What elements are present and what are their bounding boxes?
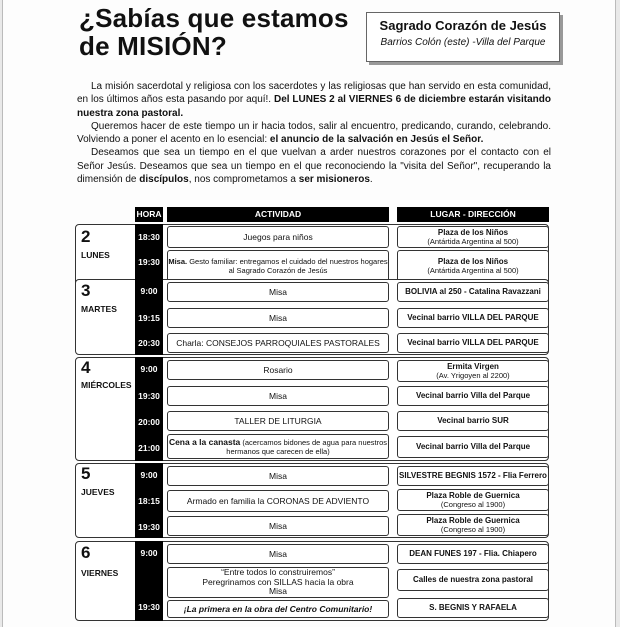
activity-text: “Entre todos lo construiremos” (221, 567, 335, 578)
activity-cell (167, 434, 389, 459)
time-label: 20:30 (138, 338, 160, 348)
header-hora: HORA (135, 207, 163, 222)
activity-text: Armado en familia la CORONAS DE ADVIENTO (186, 496, 370, 506)
activity-cell (167, 333, 389, 353)
activity-cell (167, 411, 389, 431)
location-cell (397, 411, 549, 431)
day-name: MIÉRCOLES (81, 380, 132, 390)
day-name: LUNES (81, 250, 110, 260)
intro-p3-missionaries: ser misioneros (298, 174, 370, 186)
intro-p3-disciples: discípulos (139, 174, 189, 186)
time-label: 18:15 (138, 496, 160, 506)
time-label: 9:00 (140, 470, 158, 480)
activity-cell (167, 386, 389, 406)
time-label: 19:30 (138, 602, 160, 612)
activity-cell (167, 226, 389, 248)
activity-cell (167, 544, 389, 564)
day-number: 5 (81, 464, 91, 483)
location-address: (Av. Yrigoyen al 2200) (436, 371, 510, 380)
day-name: JUEVES (81, 487, 115, 497)
day-number: 2 (81, 227, 91, 246)
activity-cell (167, 516, 389, 536)
intro-paragraph-2 (77, 120, 551, 147)
location-cell (397, 282, 549, 302)
location-name: DEAN FUNES 197 - Flia. Chiapero (409, 549, 537, 559)
location-cell (397, 466, 549, 486)
location-name: Vecinal barrio VILLA DEL PARQUE (407, 313, 539, 323)
activity-text: Juegos para niños (243, 232, 313, 242)
title-line-2: de MISIÓN? (79, 31, 227, 61)
activity-cell (167, 250, 389, 282)
activity-text: TALLER DE LITURGIA (234, 416, 322, 426)
time-label: 21:00 (138, 443, 160, 453)
activity-cell (167, 360, 389, 380)
time-label: 9:00 (140, 548, 158, 558)
intro-text (77, 80, 551, 186)
location-name: BOLIVIA al 250 - Catalina Ravazzani (405, 287, 541, 297)
activity-text: Misa (269, 549, 287, 559)
location-name: Plaza Roble de Guernica (426, 515, 520, 525)
time-label: 20:00 (138, 417, 160, 427)
activity-text: Rosario (263, 365, 293, 375)
activity-text: Misa (269, 391, 287, 401)
location-cell (397, 308, 549, 328)
location-cell (397, 226, 549, 248)
activity-text: Misa (269, 313, 287, 323)
location-cell (397, 598, 549, 618)
activity-detail: (acercamos bidones de agua para nuestros hermanos que carecen de ella) (226, 437, 388, 456)
activity-cell (167, 466, 389, 486)
activity-cell (167, 282, 389, 302)
activity-text (168, 438, 388, 456)
location-name: Vecinal barrio Villa del Parque (415, 442, 531, 452)
location-cell (397, 544, 549, 564)
location-name: Plaza de los Niños (437, 227, 509, 237)
parish-name: Sagrado Corazón de Jesús (379, 18, 547, 33)
location-address: (Antártida Argentina al 500) (427, 266, 519, 275)
activity-text (168, 257, 388, 275)
flyer-page (2, 0, 616, 627)
intro-p1-text: La misión sacerdotal y religiosa con los sacerdotes y las religiosas que han servido en esta comunidad, en los últimos años esta pasando por aquí!. (77, 81, 551, 106)
intro-p3-end: . (369, 174, 373, 186)
location-name: Plaza de los Niños (437, 256, 509, 266)
location-cell (397, 250, 549, 282)
activity-bold: Cena a la canasta (168, 436, 241, 447)
activity-text: Charla: CONSEJOS PARROQUIALES PASTORALES (176, 338, 380, 348)
intro-p2-text: Queremos hacer de este tiempo un ir hacia todos, salir al encuentro, predicando, curando, celebrando. Volviendo a poner el acento en lo esencial: (77, 120, 551, 146)
intro-p3-text-2: , nos comprometamos a (188, 174, 299, 186)
location-name: Ermita Virgen (447, 361, 499, 371)
intro-paragraph-3 (77, 146, 551, 186)
intro-p3-text: Deseamos que sea un tiempo en el que vuelvan a arder nuestros corazones por el contacto con el Señor Jesús. Deseamos que sea un tiempo en el que reconociendo la "visita del Señor", recuperando la dimensión de (77, 147, 551, 186)
time-label: 19:30 (138, 391, 160, 401)
location-cell (397, 436, 549, 458)
location-cell (397, 489, 549, 511)
time-label: 9:00 (140, 364, 158, 374)
day-number: 4 (81, 358, 91, 377)
title-line-1: ¿Sabías que estamos (79, 3, 349, 33)
location-name: SILVESTRE BEGNIS 1572 - Flia Ferrero (399, 471, 547, 481)
activity-text: ¡La primera en la obra del Centro Comunitario! (183, 604, 373, 614)
intro-p1-dates: Del LUNES 2 al VIERNES 6 de diciembre estarán visitando nuestra zona pastoral. (77, 94, 551, 119)
time-label: 19:30 (138, 522, 160, 532)
location-cell (397, 333, 549, 353)
location-cell (397, 514, 549, 536)
parish-area: Barrios Colón (este) -Villa del Parque (380, 37, 546, 48)
activity-text: Misa (269, 471, 287, 481)
header-actividad: ACTIVIDAD (167, 207, 389, 222)
activity-cell (167, 308, 389, 328)
location-address: (Congreso al 1900) (440, 525, 506, 534)
activity-cell (167, 490, 389, 512)
header-lugar: LUGAR - DIRECCIÓN (397, 207, 549, 222)
location-address: (Congreso al 1900) (440, 500, 506, 509)
location-name: Vecinal barrio Villa del Parque (415, 391, 531, 401)
activity-cell (167, 600, 389, 618)
location-cell (397, 386, 549, 406)
day-number: 3 (81, 281, 91, 300)
time-label: 19:15 (138, 313, 160, 323)
location-name: Vecinal barrio VILLA DEL PARQUE (407, 338, 539, 348)
location-name: Calles de nuestra zona pastoral (412, 575, 534, 585)
location-name: Vecinal barrio SUR (437, 416, 509, 426)
day-number: 6 (81, 543, 91, 562)
intro-paragraph-1 (77, 80, 551, 120)
schedule-table (75, 207, 551, 621)
location-name: Plaza Roble de Guernica (426, 490, 520, 500)
time-label: 9:00 (140, 286, 158, 296)
activity-text: Misa (269, 521, 287, 531)
activity-text: Misa (269, 586, 287, 597)
activity-text: Misa (269, 287, 287, 297)
page-title (79, 4, 349, 60)
location-address: (Antártida Argentina al 500) (427, 237, 519, 246)
location-name: S. BEGNIS Y RAFAELA (429, 603, 517, 613)
activity-bold: Misa. (168, 257, 188, 266)
location-cell (397, 569, 549, 591)
day-name: MARTES (81, 304, 117, 314)
intro-p2-emphasis: el anuncio de la salvación en Jesús el Señor. (269, 134, 484, 146)
time-label: 18:30 (138, 232, 160, 242)
activity-detail: Gesto familiar: entregamos el cuidado del nuestros hogares al Sagrado Corazón de Jesús (187, 257, 388, 275)
day-name: VIERNES (81, 568, 119, 578)
parish-box (366, 12, 560, 62)
activity-cell (167, 567, 389, 598)
time-label: 19:30 (138, 257, 160, 267)
location-cell (397, 360, 549, 382)
activity-text: Peregrinamos con SILLAS hacia la obra (202, 576, 354, 587)
